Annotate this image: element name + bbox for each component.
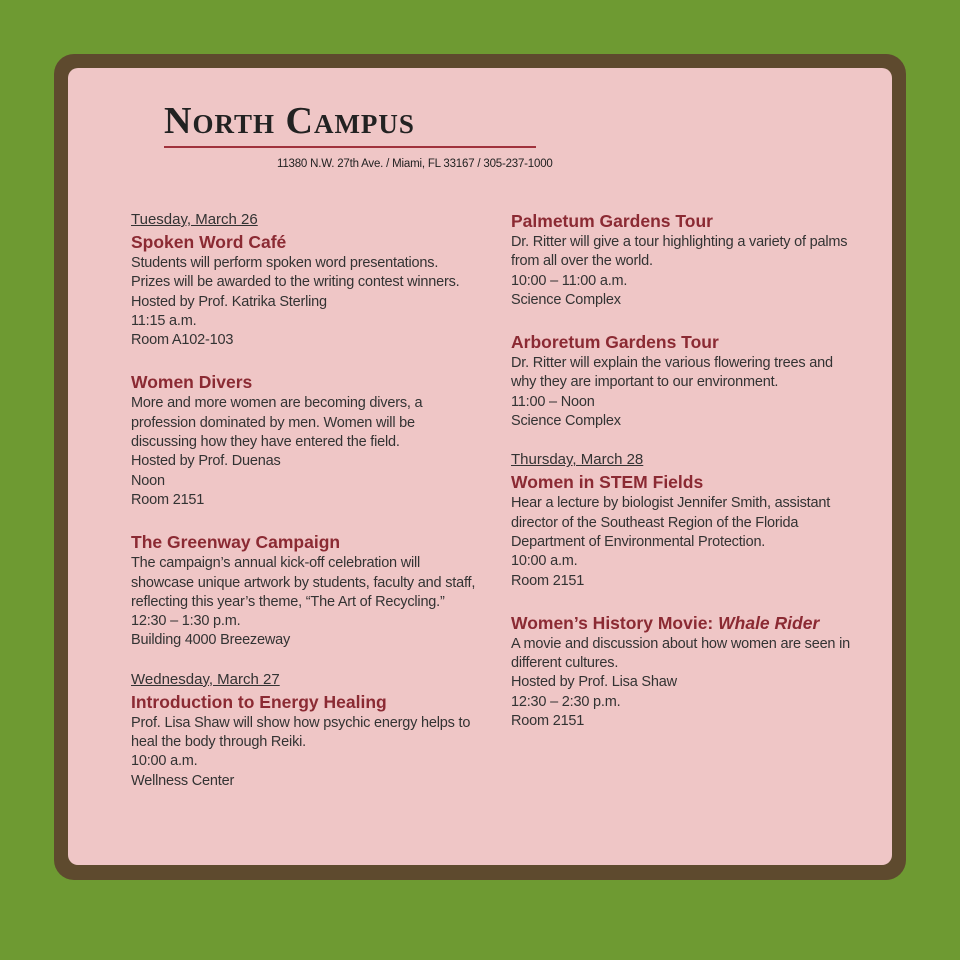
event-line: More and more women are becoming divers, a [131, 395, 423, 412]
event-line: showcase unique artwork by students, faculty and staff, [131, 574, 476, 591]
event-location: Room 2151 [511, 572, 585, 589]
event-time: 12:30 – 2:30 p.m. [511, 693, 621, 710]
event-line: discussing how they have entered the field. [131, 434, 400, 451]
event-location: Science Complex [511, 413, 621, 430]
event-line: Prof. Lisa Shaw will show how psychic energy helps to [131, 714, 471, 731]
left-column [131, 210, 501, 812]
event-time: 11:00 – Noon [511, 393, 595, 410]
event-time: 10:00 a.m. [511, 553, 578, 570]
event-location: Room A102-103 [131, 332, 234, 349]
campus-address: 11380 N.W. 27th Ave. / Miami, FL 33167 / 305-237-1000 [277, 158, 553, 170]
event-line: why they are important to our environment. [511, 374, 779, 391]
campus-title: North Campus [164, 100, 415, 142]
event-women-in-stem [511, 471, 875, 590]
event-title: Arboretum Gardens Tour [511, 332, 719, 353]
date-heading: Tuesday, March 26 [131, 211, 258, 228]
event-arboretum-gardens-tour [511, 331, 875, 431]
event-line: different cultures. [511, 655, 619, 672]
movie-title: Whale Rider [718, 612, 820, 633]
event-line: Prizes will be awarded to the writing contest winners. [131, 274, 460, 291]
event-line: from all over the world. [511, 253, 653, 270]
date-heading: Thursday, March 28 [511, 451, 644, 469]
event-time: 10:00 – 11:00 a.m. [511, 272, 628, 289]
event-location: Science Complex [511, 291, 621, 308]
event-location: Building 4000 Breezeway [131, 632, 291, 649]
event-time: 11:15 a.m. [131, 312, 197, 329]
event-title-prefix: Women’s History Movie: [511, 612, 719, 633]
right-column [511, 210, 875, 752]
event-women-divers [131, 371, 501, 510]
event-title: Introduction to Energy Healing [131, 691, 387, 712]
event-location: Room 2151 [131, 491, 205, 508]
event-line: profession dominated by men. Women will be [131, 414, 415, 431]
event-line: Hosted by Prof. Katrika Sterling [131, 293, 327, 310]
event-line: Dr. Ritter will explain the various flowering trees and [511, 355, 833, 372]
title-underline [164, 146, 536, 148]
event-line: reflecting this year’s theme, “The Art of Recycling.” [131, 593, 445, 610]
event-palmetum-gardens-tour [511, 210, 875, 310]
event-location: Room 2151 [511, 713, 585, 730]
event-line: The campaign’s annual kick-off celebration will [131, 555, 421, 572]
event-title [511, 612, 875, 635]
event-line: Hear a lecture by biologist Jennifer Smith, assistant [511, 495, 831, 512]
event-line: Hosted by Prof. Lisa Shaw [511, 674, 677, 691]
event-time: 12:30 – 1:30 p.m. [131, 613, 241, 630]
event-line: Department of Environmental Protection. [511, 533, 766, 550]
event-greenway-campaign [131, 531, 501, 650]
event-womens-history-movie [511, 612, 875, 731]
event-title: Women Divers [131, 372, 253, 393]
event-title: The Greenway Campaign [131, 532, 341, 553]
event-location: Wellness Center [131, 772, 235, 789]
event-line: Hosted by Prof. Duenas [131, 453, 281, 470]
event-line: A movie and discussion about how women are seen in [511, 635, 851, 652]
event-title: Women in STEM Fields [511, 472, 704, 493]
event-spoken-word-cafe [131, 231, 501, 350]
event-title: Spoken Word Café [131, 232, 287, 252]
event-line: Dr. Ritter will give a tour highlighting a variety of palms [511, 234, 848, 250]
event-line: director of the Southeast Region of the Florida [511, 514, 799, 531]
event-line: heal the body through Reiki. [131, 734, 306, 751]
event-time: Noon [131, 472, 165, 489]
event-energy-healing [131, 691, 501, 791]
date-heading: Wednesday, March 27 [131, 670, 280, 688]
event-time: 10:00 a.m. [131, 753, 198, 770]
event-title: Palmetum Gardens Tour [511, 211, 713, 231]
event-line: Students will perform spoken word presentations. [131, 255, 439, 271]
